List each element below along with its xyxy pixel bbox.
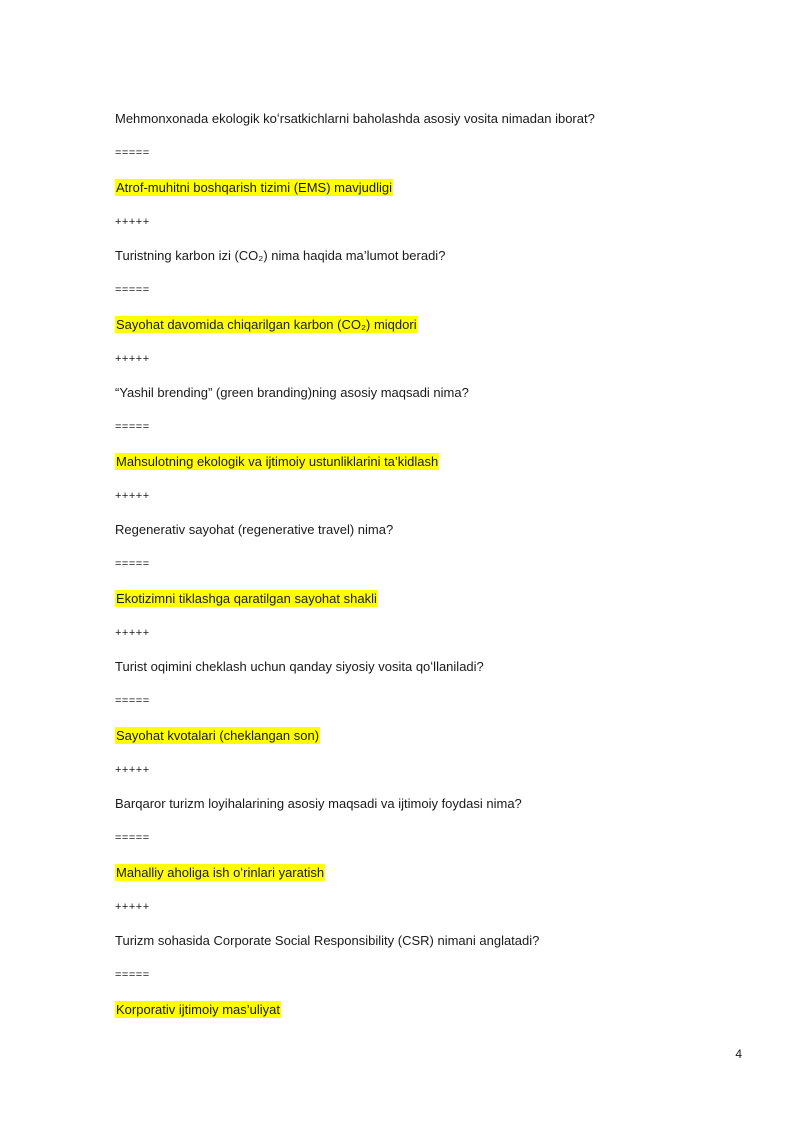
answer-line — [115, 316, 735, 350]
separator: ===== — [115, 421, 150, 434]
item-end-marker: +++++ — [115, 215, 150, 228]
question-text: “Yashil brending” (green branding)ning asosiy maqsadi nima? — [115, 385, 469, 400]
answer-line — [115, 864, 735, 898]
question-text: Turistning karbon izi (CO₂) nima haqida ma’lumot beradi? — [115, 248, 446, 263]
separator: ===== — [115, 284, 150, 297]
item-end-marker: +++++ — [115, 489, 150, 502]
answer-line — [115, 590, 735, 624]
separator: ===== — [115, 695, 150, 708]
separator: ===== — [115, 832, 150, 845]
item-end-marker: +++++ — [115, 626, 150, 639]
question-text: Regenerativ sayohat (regenerative travel) nima? — [115, 522, 394, 537]
separator: ===== — [115, 147, 150, 160]
highlighted-answer: Ekotizimni tiklashga qaratilgan sayohat shakli — [116, 590, 377, 606]
question-text: Turist oqimini cheklash uchun qanday siyosiy vosita qoʻllaniladi? — [115, 659, 484, 674]
question-list — [115, 110, 735, 1035]
answer-line — [115, 179, 735, 213]
highlighted-answer: Sayohat kvotalari (cheklangan son) — [116, 727, 320, 743]
item-end-marker: +++++ — [115, 900, 150, 913]
answer-line — [115, 1001, 735, 1035]
question-text: Mehmonxonada ekologik koʻrsatkichlarni baholashda asosiy vosita nimadan iborat? — [115, 111, 595, 126]
separator: ===== — [115, 558, 150, 571]
page-number: 4 — [735, 1047, 742, 1061]
question-text: Barqaror turizm loyihalarining asosiy maqsadi va ijtimoiy foydasi nima? — [115, 796, 522, 811]
highlighted-answer: Atrof-muhitni boshqarish tizimi (EMS) mavjudligi — [116, 179, 392, 195]
answer-line — [115, 727, 735, 761]
highlighted-answer: Mahalliy aholiga ish oʻrinlari yaratish — [116, 864, 325, 880]
highlighted-answer: Sayohat davomida chiqarilgan karbon (CO₂) miqdori — [116, 316, 417, 332]
item-end-marker: +++++ — [115, 352, 150, 365]
separator: ===== — [115, 969, 150, 982]
highlighted-answer: Korporativ ijtimoiy mas’uliyat — [116, 1001, 280, 1017]
item-end-marker: +++++ — [115, 763, 150, 776]
highlighted-answer: Mahsulotning ekologik va ijtimoiy ustunliklarini ta’kidlash — [116, 453, 439, 469]
question-text: Turizm sohasida Corporate Social Responsibility (CSR) nimani anglatadi? — [115, 933, 540, 948]
answer-line — [115, 453, 735, 487]
